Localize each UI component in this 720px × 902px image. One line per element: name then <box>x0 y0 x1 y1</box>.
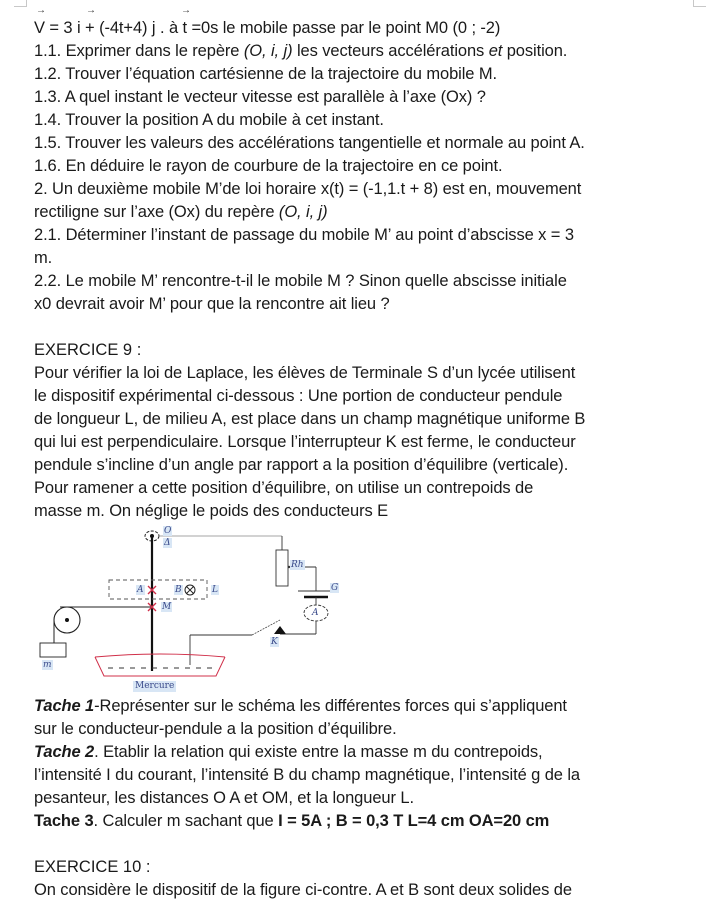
exercise-9-paragraph-line: qui lui est perpendiculaire. Lorsque l’interrupteur K est ferme, le conducteur <box>34 433 576 451</box>
task-2 <box>34 741 704 764</box>
label-switch-K: K <box>271 637 278 647</box>
exercise-9-paragraph-line: Pour ramener a cette position d’équilibre, on utilise un contrepoids de <box>34 479 534 497</box>
question-1-2: 1.2. Trouver l’équation cartésienne de la trajectoire du mobile M. <box>34 65 497 83</box>
exercise-10-paragraph-line: On considère le dispositif de la figure ci-contre. A et B sont deux solides de <box>34 881 572 899</box>
vector-arrow-j: → <box>181 5 191 16</box>
text: rectiligne sur l’axe (Ox) du repère <box>34 203 279 221</box>
document-page <box>34 0 704 902</box>
exercise-9-paragraph-line: pendule s’incline d’un angle par rapport a la position d’équilibre (verticale). <box>34 456 569 474</box>
question-2: 2. Un deuxième mobile M’de loi horaire x(t) = (-1,1.t + 8) est en, mouvement <box>34 180 582 198</box>
label-delta: Δ <box>164 538 171 548</box>
text-italic: et <box>488 42 503 60</box>
exercise-9-paragraph-line: de longueur L, de milieu A, est place dans un champ magnétique uniforme B <box>34 410 586 428</box>
task-values: I = 5A ; B = 0,3 T L=4 cm OA=20 cm <box>278 812 550 830</box>
frame-notation: (O, i, j) <box>278 203 328 221</box>
question-2-1-continued: m. <box>34 249 53 267</box>
label-M: M <box>162 602 172 612</box>
velocity-symbol: V <box>34 19 45 37</box>
exercise-9-paragraph-line: masse m. On néglige le poids des conducteurs E <box>34 502 389 520</box>
exercise-9-paragraph-line: le dispositif expérimental ci-dessous : Une portion de conducteur pendule <box>34 387 563 405</box>
task-1 <box>34 695 704 718</box>
question-1-5: 1.5. Trouver les valeurs des accélérations tangentielle et normale au point A. <box>34 134 585 152</box>
page-corner-mark-left <box>14 0 27 7</box>
text: 1.1. Exprimer dans le repère <box>34 42 244 60</box>
label-generator: G <box>331 583 339 593</box>
frame-notation: (O, i, j) <box>243 42 293 60</box>
equation-part: = 3 <box>44 19 77 37</box>
question-2-1: 2.1. Déterminer l’instant de passage du mobile M’ au point d’abscisse x = 3 <box>34 226 574 244</box>
task-label: Tache 3 <box>34 812 94 830</box>
label-L: L <box>212 585 218 595</box>
spacer <box>34 833 704 856</box>
label-ammeter: A <box>312 608 319 618</box>
laplace-experiment-diagram <box>30 525 360 695</box>
task-2-continued: l’intensité I du courant, l’intensité B du champ magnétique, l’intensité g de la <box>34 766 580 784</box>
question-1-4: 1.4. Trouver la position A du mobile à cet instant. <box>34 111 384 129</box>
velocity-equation <box>34 5 704 40</box>
label-B: B <box>175 585 182 595</box>
text: les vecteurs accélérations <box>292 42 489 60</box>
equation-part: . à t =0s le mobile passe par le point M0 (0 ; -2) <box>155 19 501 37</box>
exercise-10-title: EXERCICE 10 : <box>34 858 151 876</box>
question-1-3: 1.3. A quel instant le vecteur vitesse est parallèle à l’axe (Ox) ? <box>34 88 486 106</box>
equation-part: + (-4t+4) <box>80 19 152 37</box>
question-2-2: 2.2. Le mobile M’ rencontre-t-il le mobile M ? Sinon quelle abscisse initiale <box>34 272 567 290</box>
exercise-9-paragraph-line: Pour vérifier la loi de Laplace, les élèves de Terminale S d’un lycée utilisent <box>34 364 576 382</box>
unit-vector-i: i <box>76 19 81 37</box>
figure-caption-mercure: Mercure <box>135 681 175 691</box>
question-2-continued <box>34 201 704 224</box>
task-text: . Etablir la relation qui existe entre la masse m du contrepoids, <box>94 743 543 761</box>
label-mass-m: m <box>43 660 52 670</box>
spacer <box>34 316 704 339</box>
vector-arrow-v: → <box>36 5 46 16</box>
task-label: Tache 2 <box>34 743 95 761</box>
task-2-continued: pesanteur, les distances O A et OM, et la longueur L. <box>34 789 414 807</box>
task-text: -Représenter sur le schéma les différentes forces qui s’appliquent <box>94 697 567 715</box>
text: position. <box>502 42 568 60</box>
task-label: Tache 1 <box>34 697 95 715</box>
task-text: . Calculer m sachant que <box>93 812 279 830</box>
unit-vector-j: j <box>151 19 156 37</box>
label-rheostat: Rh <box>291 560 304 570</box>
question-1-6: 1.6. En déduire le rayon de courbure de la trajectoire en ce point. <box>34 157 503 175</box>
vector-arrow-i: → <box>86 5 96 16</box>
label-O: O <box>164 526 172 536</box>
question-1-1 <box>34 40 704 63</box>
label-A: A <box>137 585 144 595</box>
task-1-continued: sur le conducteur-pendule a la position d’équilibre. <box>34 720 397 738</box>
task-3 <box>34 810 704 833</box>
question-2-2-continued: x0 devrait avoir M’ pour que la rencontre ait lieu ? <box>34 295 390 313</box>
exercise-9-title: EXERCICE 9 : <box>34 341 142 359</box>
